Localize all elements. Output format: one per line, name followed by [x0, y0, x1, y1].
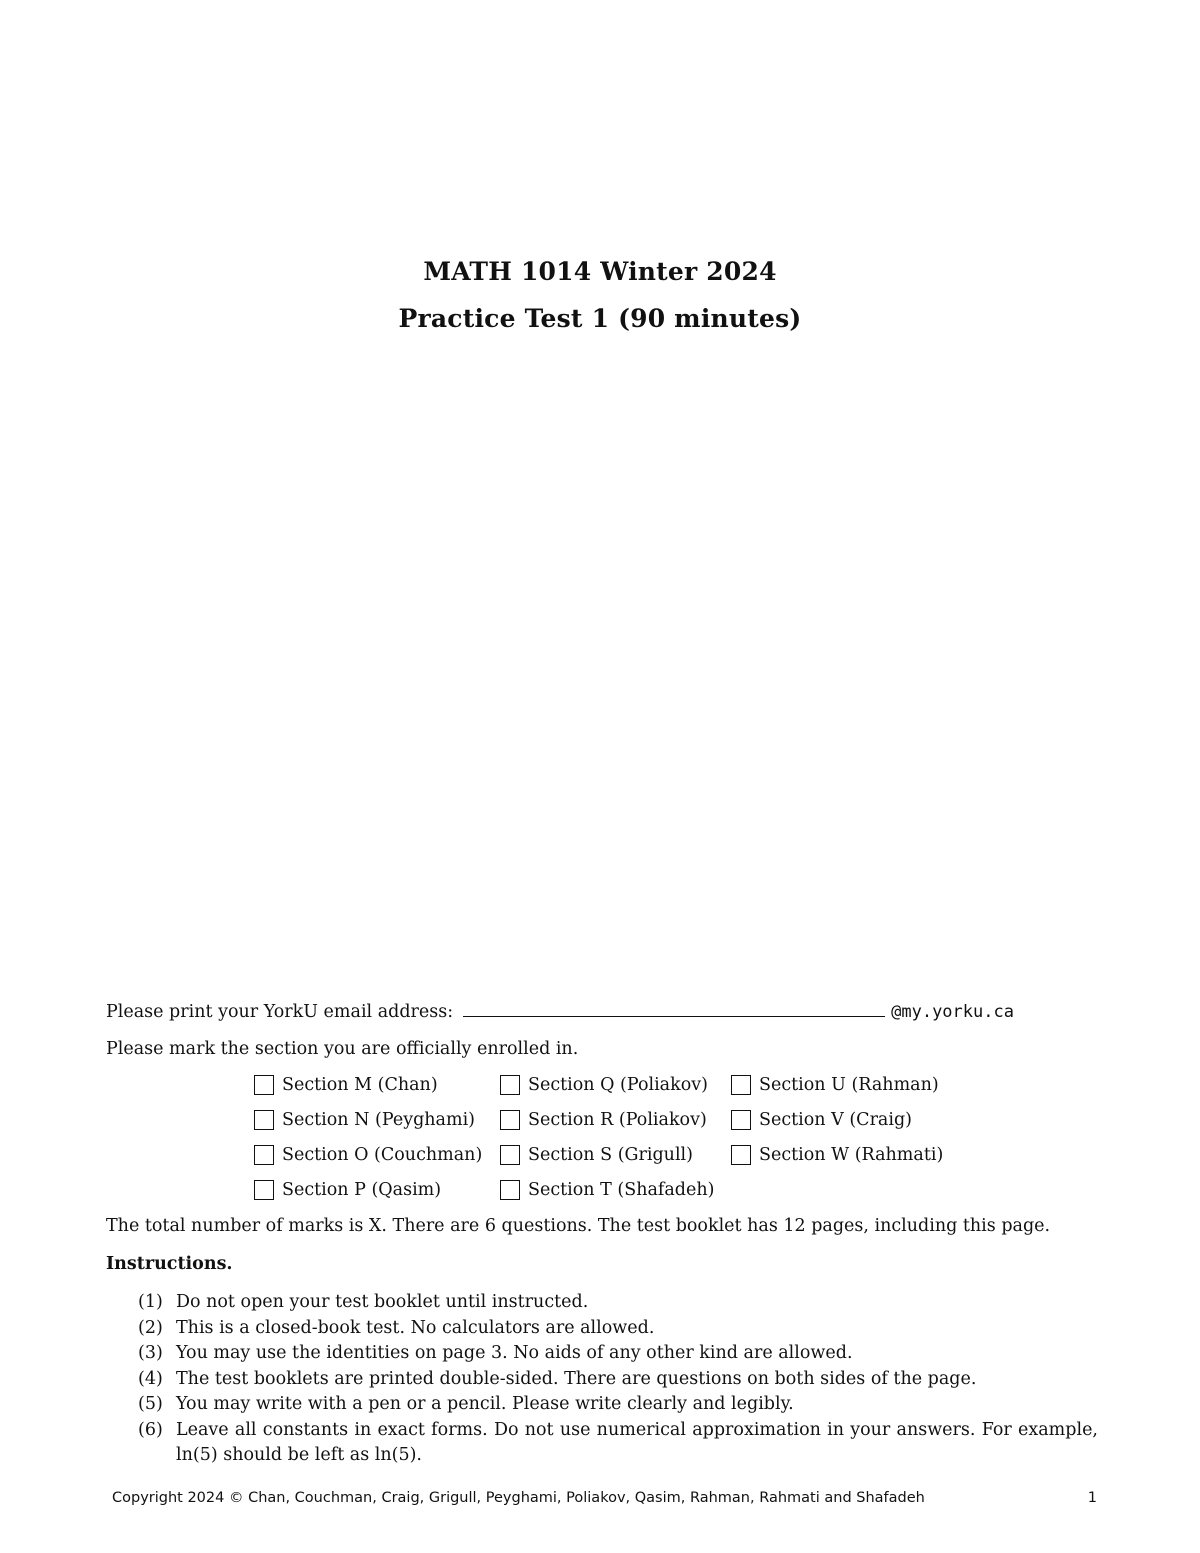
section-checkbox[interactable]	[500, 1145, 520, 1165]
section-option-u[interactable]	[731, 1075, 939, 1095]
section-label: Section R (Poliakov)	[528, 1110, 707, 1130]
section-checkbox[interactable]	[500, 1075, 520, 1095]
section-label: Section P (Qasim)	[282, 1180, 442, 1200]
section-label: Section S (Grigull)	[528, 1145, 693, 1165]
section-label: Section W (Rahmati)	[759, 1145, 944, 1165]
section-option-w[interactable]	[731, 1145, 943, 1165]
section-checkbox[interactable]	[731, 1110, 751, 1130]
section-checkbox[interactable]	[254, 1180, 274, 1200]
page-subtitle: Practice Test 1 (90 minutes)	[398, 304, 802, 333]
section-checkbox[interactable]	[254, 1110, 274, 1130]
section-option-q[interactable]	[500, 1075, 708, 1095]
instruction-number: (5)	[138, 1394, 163, 1414]
email-field[interactable]	[463, 998, 885, 1017]
email-domain: @my.yorku.ca	[891, 1002, 1014, 1022]
instruction-text: Do not open your test booklet until instructed.	[176, 1292, 589, 1312]
section-option-s[interactable]	[500, 1145, 693, 1165]
instruction-item	[138, 1341, 1098, 1367]
instruction-text: The test booklets are printed double-sided. There are questions on both sides of the page.	[176, 1368, 977, 1389]
section-checkbox[interactable]	[500, 1110, 520, 1130]
test-summary: The total number of marks is X. There are 6 questions. The test booklet has 12 pages, including this page.	[106, 1216, 1051, 1236]
section-option-m[interactable]	[254, 1075, 438, 1095]
section-option-v[interactable]	[731, 1110, 912, 1130]
section-checkbox[interactable]	[254, 1075, 274, 1095]
section-checkbox[interactable]	[731, 1075, 751, 1095]
instruction-item	[138, 1392, 1098, 1418]
title-block	[0, 248, 1200, 342]
section-label: Section M (Chan)	[282, 1075, 438, 1095]
section-label: Section U (Rahman)	[759, 1075, 939, 1095]
instruction-item	[138, 1316, 1098, 1342]
section-label: Section T (Shafadeh)	[528, 1180, 715, 1200]
section-label: Section N (Peyghami)	[282, 1110, 476, 1130]
page-title: MATH 1014 Winter 2024	[423, 257, 777, 286]
instruction-item	[138, 1418, 1098, 1469]
section-option-t[interactable]	[500, 1180, 714, 1200]
section-option-o[interactable]	[254, 1145, 482, 1165]
section-checkbox[interactable]	[254, 1145, 274, 1165]
instruction-number: (6)	[138, 1419, 163, 1440]
section-option-r[interactable]	[500, 1110, 707, 1130]
section-checkbox[interactable]	[500, 1180, 520, 1200]
section-option-n[interactable]	[254, 1110, 475, 1130]
instruction-number: (1)	[138, 1292, 163, 1312]
section-prompt: Please mark the section you are officially enrolled in.	[106, 1039, 579, 1059]
section-label: Section Q (Poliakov)	[528, 1075, 708, 1095]
section-label: Section V (Craig)	[759, 1110, 912, 1130]
instruction-text: Leave all constants in exact forms. Do not use numerical approximation in your answers. For example, ln(5) should be left as ln(5).	[176, 1419, 1098, 1465]
email-row	[106, 998, 1014, 1024]
instruction-item	[138, 1367, 1098, 1393]
page-number: 1	[1087, 1490, 1097, 1506]
instruction-item	[138, 1290, 1098, 1316]
instruction-number: (4)	[138, 1368, 163, 1389]
instruction-number: (3)	[138, 1343, 163, 1363]
section-checkbox[interactable]	[731, 1145, 751, 1165]
page-footer	[112, 1490, 1097, 1506]
instruction-text: This is a closed-book test. No calculators are allowed.	[176, 1317, 655, 1338]
instruction-text: You may write with a pen or a pencil. Please write clearly and legibly.	[176, 1394, 794, 1414]
section-label: Section O (Couchman)	[282, 1145, 483, 1165]
copyright-notice: Copyright 2024 © Chan, Couchman, Craig, Grigull, Peyghami, Poliakov, Qasim, Rahman, Rahmati and Shafadeh	[112, 1490, 925, 1506]
section-option-p[interactable]	[254, 1180, 441, 1200]
instruction-text: You may use the identities on page 3. No aids of any other kind are allowed.	[176, 1343, 853, 1363]
email-prompt: Please print your YorkU email address:	[106, 1002, 454, 1022]
instruction-number: (2)	[138, 1317, 163, 1338]
instructions-heading: Instructions.	[106, 1254, 233, 1274]
instructions-list	[138, 1290, 1098, 1469]
